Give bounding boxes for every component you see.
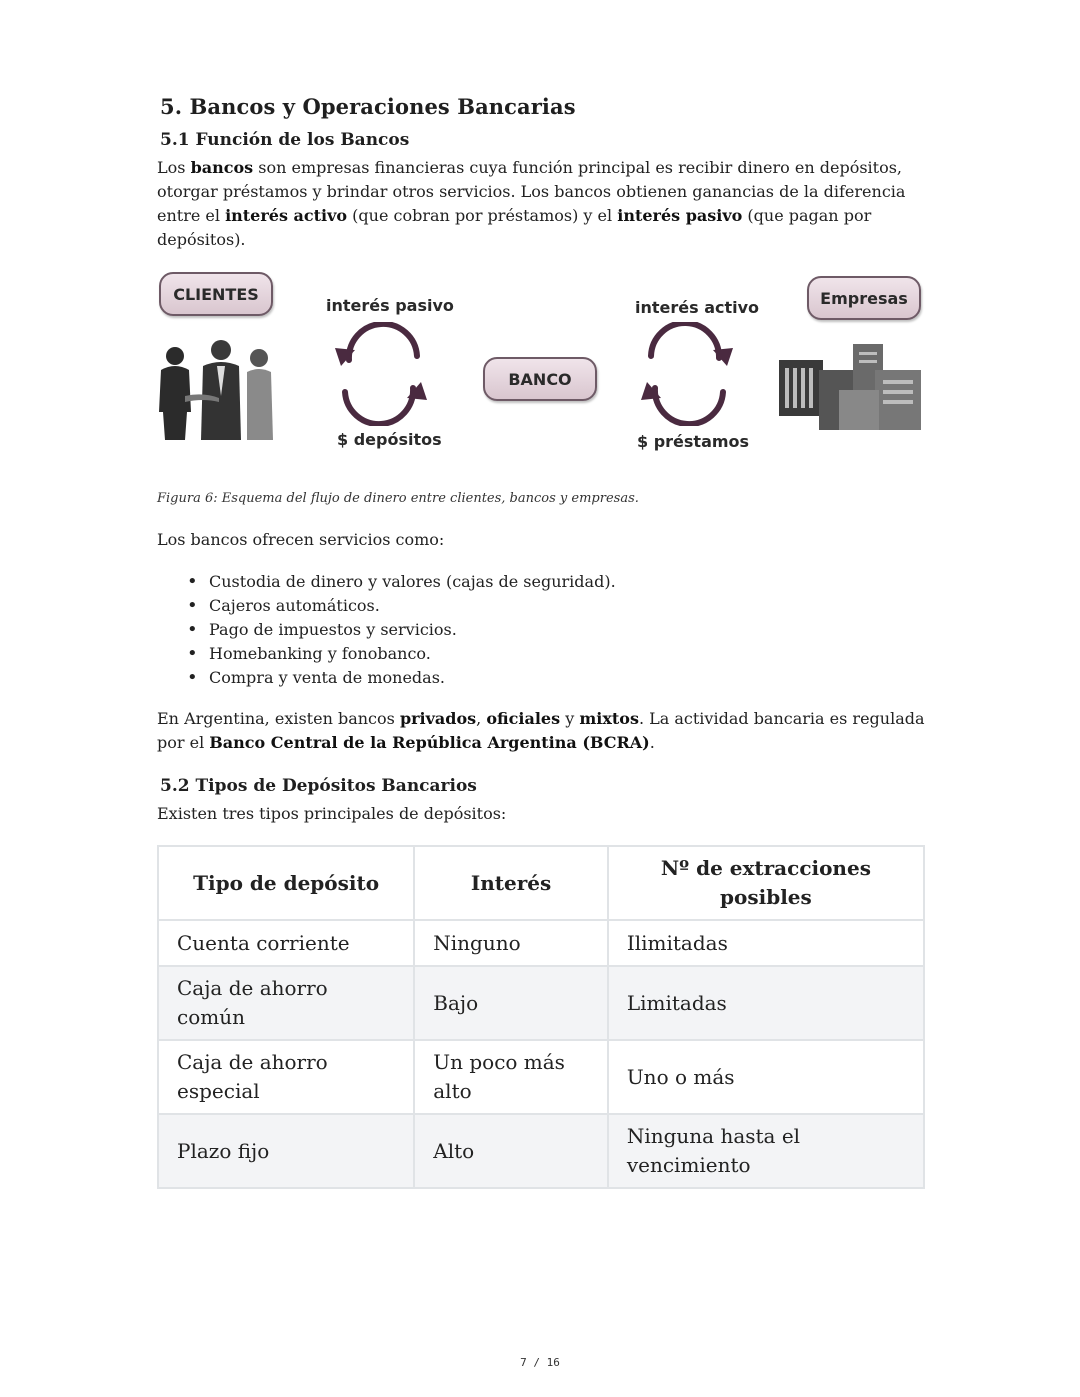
empresas-box: Empresas — [807, 276, 921, 320]
subsection-title-depositos: 5.2 Tipos de Depósitos Bancarios — [160, 776, 477, 796]
bold-term-oficiales: oficiales — [486, 709, 561, 728]
services-list — [157, 570, 616, 690]
bold-term-interes-activo: interés activo — [225, 206, 348, 225]
table-cell: Bajo — [414, 966, 608, 1040]
text-run: . La actividad bancaria es regulada por el — [157, 709, 925, 752]
section-title: 5. Bancos y Operaciones Bancarias — [160, 94, 576, 119]
cycle-arrows-icon — [633, 322, 741, 426]
text-run: En Argentina, existen bancos — [157, 709, 400, 728]
cycle-arrows-icon — [327, 322, 435, 426]
column-header: Interés — [414, 846, 608, 920]
paragraph-funcion-bancos — [157, 156, 927, 252]
table-row — [158, 1040, 924, 1114]
prestamos-label: $ préstamos — [637, 432, 750, 451]
interes-pasivo-label: interés pasivo — [326, 296, 454, 315]
list-item: • Homebanking y fonobanco. — [209, 642, 616, 666]
company-buildings-image — [779, 340, 923, 436]
table-row — [158, 1114, 924, 1188]
bold-term-interes-pasivo: interés pasivo — [617, 206, 743, 225]
money-flow-diagram — [157, 268, 925, 458]
table-cell: Caja de ahorro común — [158, 966, 414, 1040]
table-row — [158, 920, 924, 966]
table-cell: Plazo fijo — [158, 1114, 414, 1188]
table-cell: Ninguno — [414, 920, 608, 966]
paragraph-servicios-intro: Los bancos ofrecen servicios como: — [157, 530, 445, 549]
list-item: • Compra y venta de monedas. — [209, 666, 616, 690]
bold-term-privados: privados — [399, 709, 477, 728]
list-item: • Custodia de dinero y valores (cajas de seguridad). — [209, 570, 616, 594]
text-run: son empresas financieras cuya función principal es recibir dinero en depósitos, otorgar préstamos y brindar otros servicios. Los bancos obtienen ganancias de la diferencia entre el — [157, 158, 906, 225]
table-cell: Un poco más alto — [414, 1040, 608, 1114]
interes-activo-label: interés activo — [635, 298, 760, 317]
figure-caption: Figura 6: Esquema del flujo de dinero entre clientes, bancos y empresas. — [157, 491, 639, 506]
table-cell: Ilimitadas — [608, 920, 924, 966]
list-item: • Pago de impuestos y servicios. — [209, 618, 616, 642]
clientes-box: CLIENTES — [159, 272, 273, 316]
column-header: Tipo de depósito — [158, 846, 414, 920]
table-cell: Uno o más — [608, 1040, 924, 1114]
page-number: 7 / 16 — [520, 1356, 560, 1369]
banco-box: BANCO — [483, 357, 597, 401]
subsection-title-funcion: 5.1 Función de los Bancos — [160, 130, 410, 150]
table-cell: Caja de ahorro especial — [158, 1040, 414, 1114]
text-run: (que pagan por depósitos). — [157, 206, 872, 249]
paragraph-depositos-intro: Existen tres tipos principales de depósitos: — [157, 804, 507, 823]
list-item: • Cajeros automáticos. — [209, 594, 616, 618]
column-header: Nº de extracciones posibles — [608, 846, 924, 920]
text-run: (que cobran por préstamos) y el — [347, 206, 618, 225]
text-run: Los — [157, 158, 191, 177]
table-cell: Alto — [414, 1114, 608, 1188]
deposits-table — [157, 845, 925, 1189]
table-cell: Cuenta corriente — [158, 920, 414, 966]
paragraph-tipos-bancos — [157, 707, 927, 755]
clients-people-image — [157, 336, 281, 444]
bold-term-mixtos: mixtos — [579, 709, 639, 728]
table-row — [158, 966, 924, 1040]
bold-term-bancos: bancos — [190, 158, 254, 177]
text-run: , — [476, 709, 487, 728]
depositos-label: $ depósitos — [337, 430, 442, 449]
table-header-row — [158, 846, 924, 920]
text-run: . — [649, 733, 655, 752]
bold-term-bcra: Banco Central de la República Argentina (BCRA) — [209, 733, 650, 752]
table-cell: Ninguna hasta el vencimiento — [608, 1114, 924, 1188]
table-cell: Limitadas — [608, 966, 924, 1040]
text-run: y — [560, 709, 580, 728]
